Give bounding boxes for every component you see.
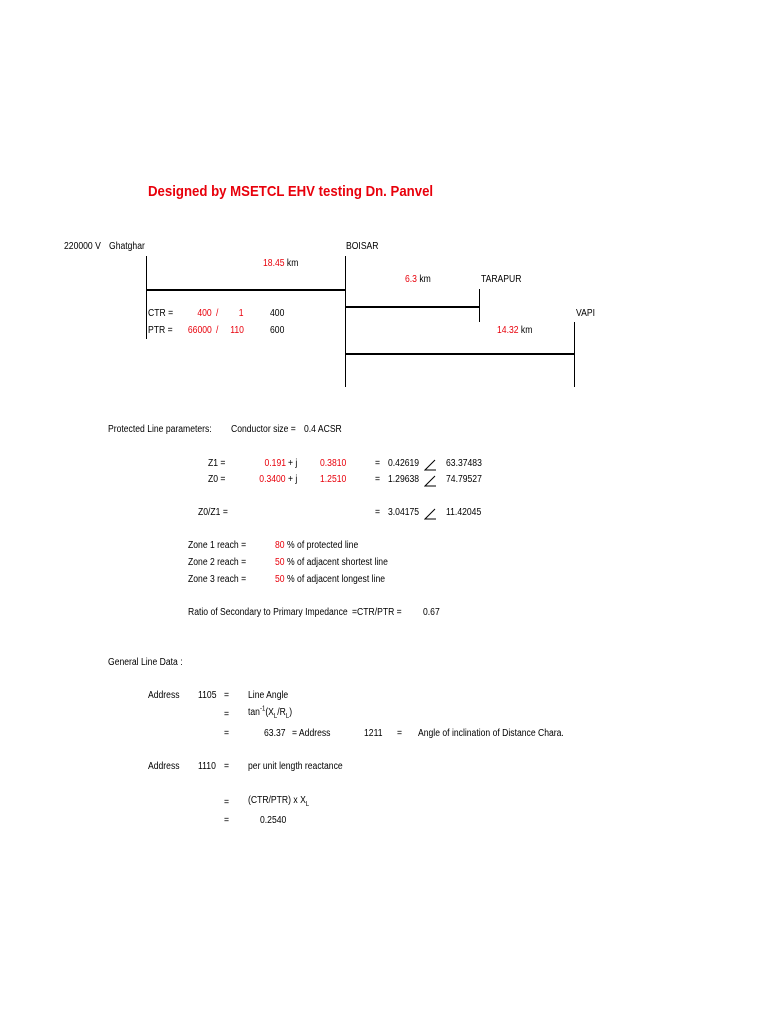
ctr-secondary: 1	[239, 308, 244, 319]
ctr-sep: /	[216, 308, 219, 319]
tan-formula-eq: =	[224, 709, 230, 720]
conductor-label: Conductor size =	[231, 424, 296, 435]
reactance-value: 0.2540	[260, 815, 287, 826]
voltage-label: 220000 V	[64, 241, 101, 252]
z0-imag: 1.2510	[320, 474, 347, 485]
zone2-label: Zone 2 reach =	[188, 557, 247, 568]
ratio-value: 0.67	[423, 607, 440, 618]
station-boisar: BOISAR	[346, 241, 379, 252]
line-boisar-tarapur	[345, 306, 480, 308]
z1-real: 0.191	[264, 458, 286, 469]
z1-imag: 0.3810	[320, 458, 347, 469]
address-1110-label: Address	[148, 761, 180, 772]
ratio-label: Ratio of Secondary to Primary Impedance	[188, 607, 348, 618]
zone3-value: 50	[275, 574, 285, 585]
address-1105-eq: =	[224, 690, 230, 701]
ptr-ratio: 600	[270, 325, 285, 336]
reactance-formula: (CTR/PTR) x $X_L$	[248, 795, 310, 808]
z0z1-magnitude: 3.04175	[388, 507, 420, 518]
zone1-desc: % of protected line	[287, 540, 359, 551]
ctr-primary: 400	[197, 308, 212, 319]
address-1110-number: 1110	[198, 761, 216, 772]
z0z1-angle: 11.42045	[446, 507, 482, 518]
z0-eq: =	[375, 474, 381, 485]
reactance-label: per unit length reactance	[248, 761, 343, 772]
zone2-desc: % of adjacent shortest line	[287, 557, 388, 568]
address-1211-label: = Address	[292, 728, 331, 739]
address-1110-eq: =	[224, 761, 230, 772]
ptr-primary: 66000	[188, 325, 212, 336]
zone3-desc: % of adjacent longest line	[287, 574, 386, 585]
general-heading: General Line Data :	[108, 657, 183, 668]
ptr-label: PTR =	[148, 325, 173, 336]
z0z1-eq: =	[375, 507, 381, 518]
ptr-sep: /	[216, 325, 219, 336]
z0-angle: 74.79527	[446, 474, 482, 485]
z0-magnitude: 1.29638	[388, 474, 420, 485]
address-1105-number: 1105	[198, 690, 217, 701]
station-tarapur: TARAPUR	[481, 274, 522, 285]
station-ghatghar: Ghatghar	[109, 241, 145, 252]
ctr-ratio: 400	[270, 308, 285, 319]
reactance-value-eq: =	[224, 815, 230, 826]
z0-plus-j: + j	[288, 474, 298, 485]
angle-value-eq: =	[224, 728, 230, 739]
angle-icon	[424, 475, 436, 487]
ptr-secondary: 110	[230, 325, 244, 336]
page-title: Designed by MSETCL EHV testing Dn. Panvel	[148, 183, 434, 200]
length-boisar-vapi: 14.32 km	[497, 325, 533, 336]
reactance-formula-eq: =	[224, 797, 230, 808]
length-ghatghar-boisar: 18.45 km	[263, 258, 299, 269]
zone1-label: Zone 1 reach =	[188, 540, 247, 551]
line-angle-label: Line Angle	[248, 690, 289, 701]
tan-formula: $\tan^{-1}(X_L/R_L)$	[248, 705, 293, 720]
angle-value: 63.37	[264, 728, 286, 739]
zone1-value: 80	[275, 540, 285, 551]
z0-label: Z0 =	[208, 474, 226, 485]
conductor-value: 0.4 ACSR	[304, 424, 342, 435]
zone3-label: Zone 3 reach =	[188, 574, 247, 585]
ctr-label: CTR =	[148, 308, 174, 319]
station-vapi: VAPI	[576, 308, 595, 319]
address-1211-eq: =	[397, 728, 403, 739]
z1-label: Z1 =	[208, 458, 226, 469]
vapi-bus	[574, 322, 575, 387]
ghatghar-bus	[146, 256, 147, 339]
boisar-bus	[345, 256, 346, 387]
address-1105-label: Address	[148, 690, 180, 701]
angle-icon	[424, 459, 436, 471]
z1-angle: 63.37483	[446, 458, 482, 469]
address-1211-number: 1211	[364, 728, 383, 739]
line-ghatghar-boisar	[146, 289, 346, 291]
z0-real: 0.3400	[259, 474, 286, 485]
address-1211-desc: Angle of inclination of Distance Chara.	[418, 728, 564, 739]
z0z1-label: Z0/Z1 =	[198, 507, 228, 518]
length-boisar-tarapur: 6.3 km	[405, 274, 431, 285]
z1-plus-j: + j	[288, 458, 298, 469]
z1-eq: =	[375, 458, 381, 469]
angle-icon	[424, 508, 436, 520]
z1-magnitude: 0.42619	[388, 458, 420, 469]
ratio-formula: =CTR/PTR =	[352, 607, 402, 618]
zone2-value: 50	[275, 557, 285, 568]
protected-heading: Protected Line parameters:	[108, 424, 212, 435]
line-boisar-vapi	[345, 353, 575, 355]
tarapur-bus	[479, 289, 480, 322]
